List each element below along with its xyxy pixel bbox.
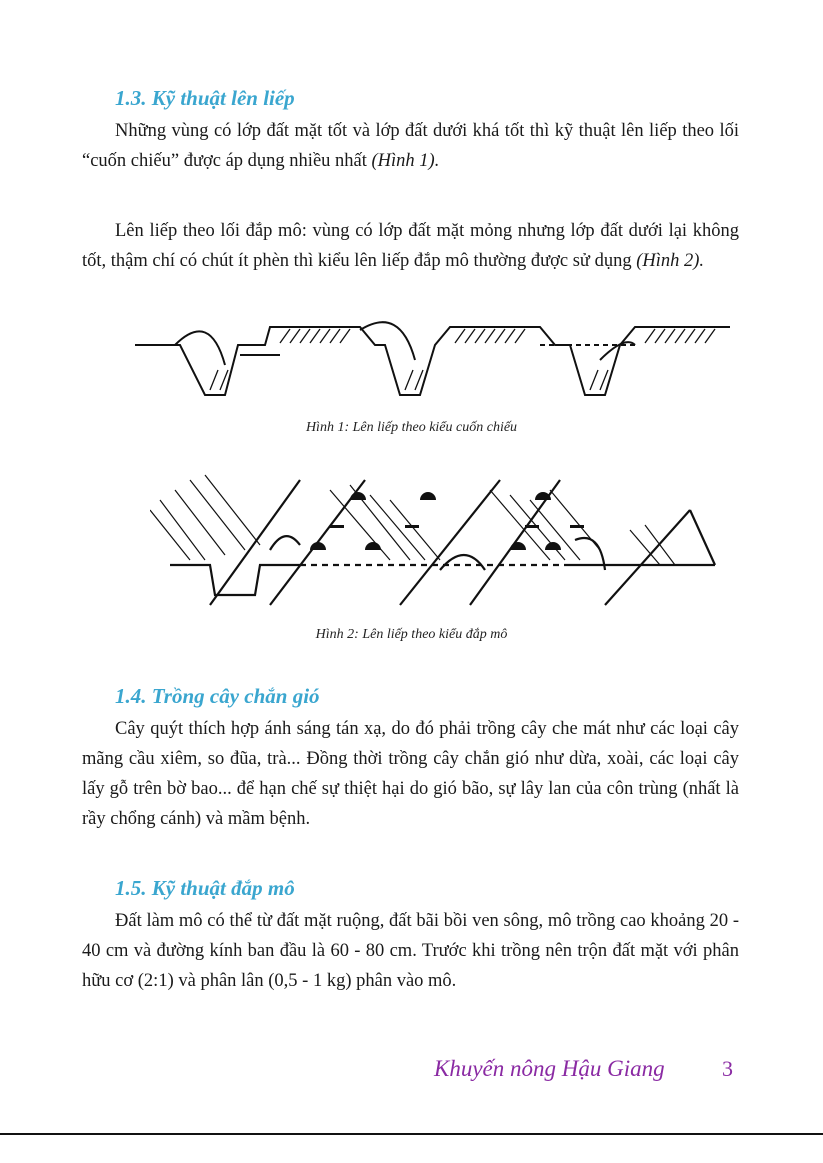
paragraph-1-3-b-text: Lên liếp theo lối đắp mô: vùng có lớp đất mặt mỏng nhưng lớp đất dưới lại không tốt, thậm chí có chút ít phèn thì kiểu lên liếp đắp mô thường được sử dụng [82, 221, 739, 271]
figure-2-caption: Hình 2: Lên liếp theo kiểu đắp mô [315, 627, 508, 642]
paragraph-1-5: Đất làm mô có thể từ đất mặt ruộng, đất bãi bồi ven sông, mô trồng cao khoảng 20 - 40 cm và đường kính ban đầu là 60 - 80 cm. Trước khi trồng nên trộn đất mặt với phân hữu cơ (2:1) và phân lân (0,5 - 1 kg) phân vào mô. [82, 911, 739, 991]
heading-1-5: 1.5. Kỹ thuật đắp mô [115, 876, 295, 900]
figure-2-reference: (Hình 2). [636, 251, 705, 271]
paragraph-1-3-a [82, 116, 739, 176]
footer-page-number: 3 [722, 1056, 733, 1081]
paragraph-1-4: Cây quýt thích hợp ánh sáng tán xạ, do đó phải trồng cây che mát như các loại cây mãng cầu xiêm, so đũa, trà... Đồng thời trồng cây chắn gió như dừa, xoài, các loại cây lấy gỗ trên bờ bao... để hạn chế sự thiệt hại do gió bão, sự lây lan của côn trùng (nhất là rầy chổng cánh) và mầm bệnh. [82, 719, 739, 829]
heading-1-3: 1.3. Kỹ thuật lên liếp [115, 86, 295, 110]
paragraph-1-3-a-text: Những vùng có lớp đất mặt tốt và lớp đất dưới khá tốt thì kỹ thuật lên liếp theo lối “cuốn chiếu” được áp dụng nhiều nhất [82, 121, 739, 171]
heading-1-4: 1.4. Trồng cây chắn gió [115, 684, 320, 708]
page-bottom-rule [0, 1133, 823, 1135]
figure-1-reference: (Hình 1). [371, 151, 440, 171]
paragraph-1-3-b [82, 216, 739, 276]
figure-1-caption: Hình 1: Lên liếp theo kiểu cuốn chiếu [305, 420, 518, 435]
figure-2-illustration [150, 470, 720, 610]
footer-publication-title: Khuyến nông Hậu Giang [434, 1056, 665, 1081]
figure-1-illustration [130, 315, 740, 405]
